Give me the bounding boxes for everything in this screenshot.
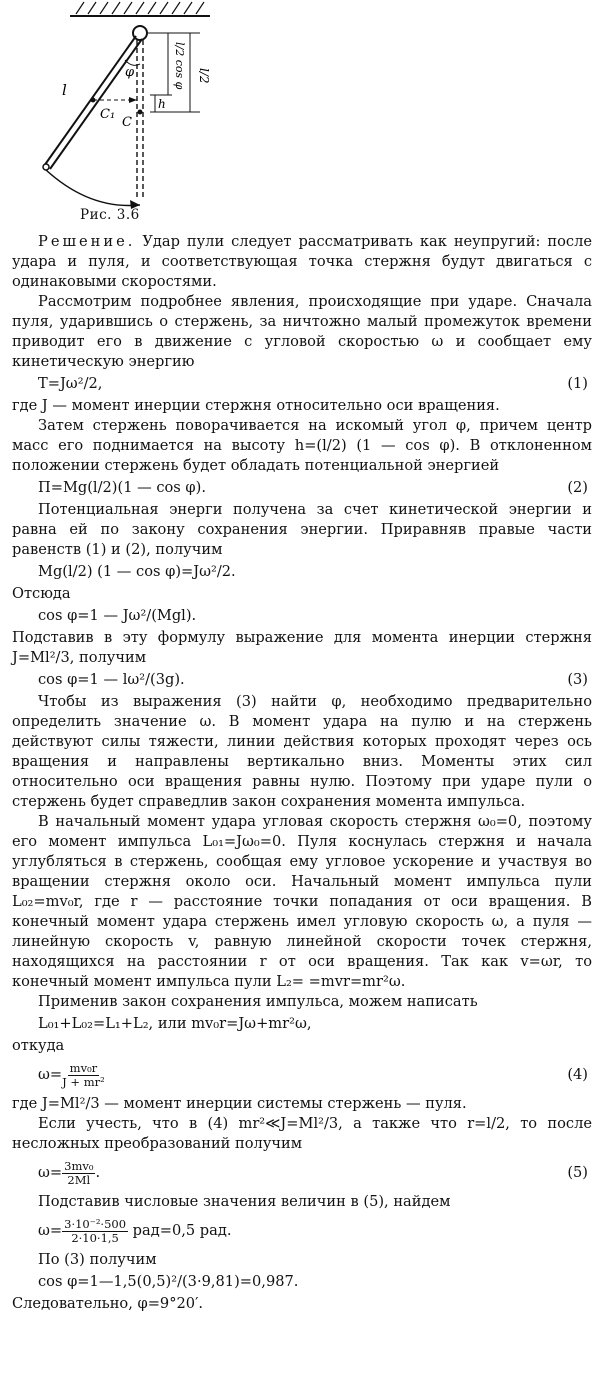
fraction <box>62 1160 95 1187</box>
denominator: 2·10·1,5 <box>71 1230 119 1245</box>
paragraph: Затем стержень поворачивается на искомый угол φ, причем центр масс его поднимается на высоту h=(l/2) (1 — cos φ). В отклоненном положении стержень будет обладать потенциальной энергией <box>12 417 592 474</box>
paragraph: Подставив числовые значения величин в (5), найдем <box>38 1193 451 1210</box>
figure <box>0 0 602 230</box>
solution-heading: Решение. <box>38 233 136 250</box>
equation-lhs: ω= <box>38 1222 63 1239</box>
paragraph: По (3) получим <box>38 1251 157 1268</box>
equation-mid <box>12 562 592 582</box>
paragraph: откуда <box>12 1037 65 1054</box>
equation-numeric <box>12 1214 592 1248</box>
equation-rhs: рад=0,5 рад. <box>128 1222 232 1239</box>
equation-body: cos φ=1 — lω²/(3g). <box>38 671 185 688</box>
equation-number: (3) <box>567 671 588 688</box>
equation-number: (1) <box>567 375 588 392</box>
fraction <box>62 1218 128 1245</box>
equation-end: . <box>95 1164 101 1181</box>
paragraph: где J=Ml²/3 — момент инерции системы стержень — пуля. <box>12 1095 467 1112</box>
label-c1: C₁ <box>100 107 116 122</box>
equation-final <box>12 1272 592 1292</box>
equation-1 <box>12 374 592 394</box>
equation-lhs: ω= <box>38 1066 63 1083</box>
equation-4 <box>12 1058 592 1092</box>
label-l: l <box>62 81 67 99</box>
label-c: C <box>122 115 132 130</box>
equation-conservation <box>12 1014 592 1034</box>
equation-body: Π=Mg(l/2)(1 — cos φ). <box>38 479 206 496</box>
paragraph <box>12 232 592 292</box>
paragraph: Отсюда <box>12 585 71 602</box>
equation-body: cos φ=1 — Jω²/(Mgl). <box>38 607 197 624</box>
equation-5 <box>12 1156 592 1190</box>
solution-text <box>12 232 592 1314</box>
numerator: 3mv₀ <box>64 1158 94 1173</box>
denominator: J + mr² <box>62 1074 105 1089</box>
figure-caption: Рис. 3.6 <box>80 207 140 223</box>
label-half: l/2 <box>197 68 211 84</box>
equation-2 <box>12 478 592 498</box>
equation-number: (5) <box>567 1164 588 1181</box>
equation-body: L₀₁+L₀₂=L₁+L₂, или mv₀r=Jω+mr²ω, <box>38 1015 312 1032</box>
denominator: 2Ml <box>67 1172 91 1187</box>
label-h: h <box>158 97 166 111</box>
fraction <box>62 1062 105 1089</box>
paragraph-text: Удар пули следует рассматривать как неупругий: после удара и пуля, и соответствующая точка стержня будут двигаться с одинаковыми скоростями. <box>12 233 592 290</box>
equation-number: (4) <box>567 1066 588 1083</box>
paragraph: Чтобы из выражения (3) найти φ, необходимо предварительно определить значение ω. В момент удара на пулю и на стержень действуют силы тяжести, линии действия которых проходят через ось вращения и направлены вертикально вниз. Моменты этих сил относительно оси вращения равны нулю. Поэтому при ударе пули о стержень будет справедлив закон сохранения момента импульса. <box>12 693 592 810</box>
equation-body: T=Jω²/2, <box>38 375 103 392</box>
label-phi: φ <box>125 65 135 80</box>
equation-lhs: ω= <box>38 1164 63 1181</box>
paragraph: Потенциальная энерги получена за счет кинетической энергии и равна ей по закону сохранения энергии. Приравняв правые части равенств (1) и (2), получим <box>12 501 592 558</box>
paragraph: В начальный момент удара угловая скорость стержня ω₀=0, поэтому его момент импульса L₀₁=Jω₀=0. Пуля коснулась стержня и начала углубляться в стержень, сообщая ему угловое ускорение и участвуя во вращении стержня около оси. Начальный момент импульса пули L₀₂=mv₀r, где r — расстояние точки попадания от оси вращения. В конечный момент удара стержень имел угловую скорость ω, а пуля — линейную скорость v, равную линейной скорости точек стержня, находящихся на расстоянии r от оси вращения. Так как v=ωr, то конечный момент импульса пули L₂= =mvr=mr²ω. <box>12 813 592 990</box>
equation-cos <box>12 606 592 626</box>
paragraph: Применив закон сохранения импульса, можем написать <box>38 993 478 1010</box>
numerator: mv₀r <box>69 1060 98 1075</box>
paragraph: Если учесть, что в (4) mr²≪J=Ml²/3, а также что r=l/2, то после несложных преобразований получим <box>12 1115 592 1152</box>
pendulum-diagram <box>0 0 602 230</box>
equation-body: Mg(l/2) (1 — cos φ)=Jω²/2. <box>38 563 236 580</box>
paragraph: Подставив в эту формулу выражение для момента инерции стержня J=Ml²/3, получим <box>12 629 592 666</box>
equation-body: cos φ=1—1,5(0,5)²/(3·9,81)=0,987. <box>38 1273 299 1290</box>
paragraph: где J — момент инерции стержня относительно оси вращения. <box>12 397 500 414</box>
equation-number: (2) <box>567 479 588 496</box>
label-cos: l/2 cos φ <box>173 42 186 90</box>
numerator: 3·10⁻²·500 <box>64 1216 127 1231</box>
equation-3 <box>12 670 592 690</box>
paragraph: Следовательно, φ=9°20′. <box>12 1295 204 1312</box>
paragraph: Рассмотрим подробнее явления, происходящие при ударе. Сначала пуля, ударившись о стержень, за ничтожно малый промежуток времени приводит его в движение с угловой скоростью ω и сообщает ему кинетическую энергию <box>12 293 592 370</box>
